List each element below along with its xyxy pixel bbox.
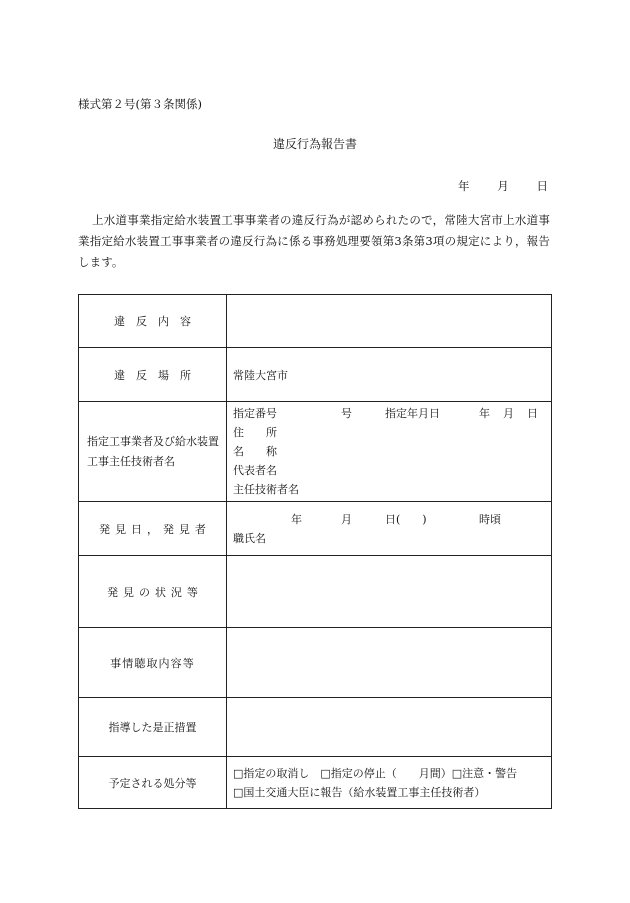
designation-month: 月 — [503, 407, 514, 420]
row-discovery — [79, 502, 552, 556]
document-title: 違反行為報告書 — [272, 137, 357, 151]
designation-date-label: 指定年月日 — [385, 407, 440, 420]
discovery-time: 時頃 — [479, 512, 501, 526]
violation-location-field[interactable]: 常陸大宮市 — [227, 348, 552, 402]
violation-location-label: 違反場所 — [114, 368, 202, 382]
disposition-label: 予定される処分等 — [108, 776, 197, 790]
row-situation — [79, 556, 552, 628]
row-contractor — [79, 402, 552, 502]
row-disposition — [79, 757, 552, 809]
discovery-field[interactable] — [227, 502, 552, 556]
intro-paragraph: 上水道事業指定給水装置工事事業者の違反行為が認められたので，常陸大宮市上水道事業指定給水装置工事事業者の違反行為に係る事務処理要領第3条第3項の規定により，報告します。 — [78, 213, 550, 269]
report-table — [78, 294, 552, 809]
designation-year: 年 — [479, 407, 490, 420]
row-violation-location — [79, 348, 552, 402]
contractor-label: 指定工事業者及び給水装置工事主任技術者名 — [79, 402, 227, 502]
date-day: 日 — [536, 179, 548, 193]
date-month: 月 — [497, 179, 509, 193]
designation-day: 日 — [527, 407, 538, 420]
designation-no-suffix: 号 — [341, 407, 352, 420]
hearing-field[interactable] — [227, 628, 552, 698]
situation-label: 発見の状況等 — [107, 585, 203, 599]
staff-name-label: 職氏名 — [233, 531, 266, 545]
address-label: 住 所 — [233, 426, 277, 439]
hearing-label: 事情聴取内容等 — [110, 656, 195, 670]
correction-field[interactable] — [227, 698, 552, 757]
chief-engineer-label: 主任技術者名 — [233, 483, 299, 496]
disposition-options-line2[interactable]: □国土交通大臣に報告（給水装置工事主任技術者） — [233, 785, 486, 799]
report-date — [458, 178, 548, 194]
correction-label: 指導した是正措置 — [108, 721, 197, 734]
representative-label: 代表者名 — [233, 464, 277, 477]
row-hearing — [79, 628, 552, 698]
violation-content-label: 違反内容 — [114, 315, 202, 328]
contractor-field[interactable] — [227, 402, 552, 502]
discovery-month: 月 — [341, 512, 352, 526]
situation-field[interactable] — [227, 556, 552, 628]
disposition-field[interactable] — [227, 757, 552, 809]
discovery-year: 年 — [291, 512, 302, 526]
row-violation-content — [79, 295, 552, 348]
row-correction — [79, 698, 552, 757]
disposition-options-line1[interactable]: □指定の取消し □指定の停止（ 月間）□注意・警告 — [233, 766, 518, 780]
date-year: 年 — [458, 179, 470, 193]
company-name-label: 名 称 — [233, 445, 277, 458]
designation-no-label: 指定番号 — [233, 407, 277, 420]
violation-content-field[interactable] — [227, 295, 552, 348]
discovery-day: 日( ) — [385, 512, 427, 526]
discovery-label: 発見日，発見者 — [99, 522, 211, 536]
form-number: 様式第２号(第３条関係) — [78, 97, 202, 111]
